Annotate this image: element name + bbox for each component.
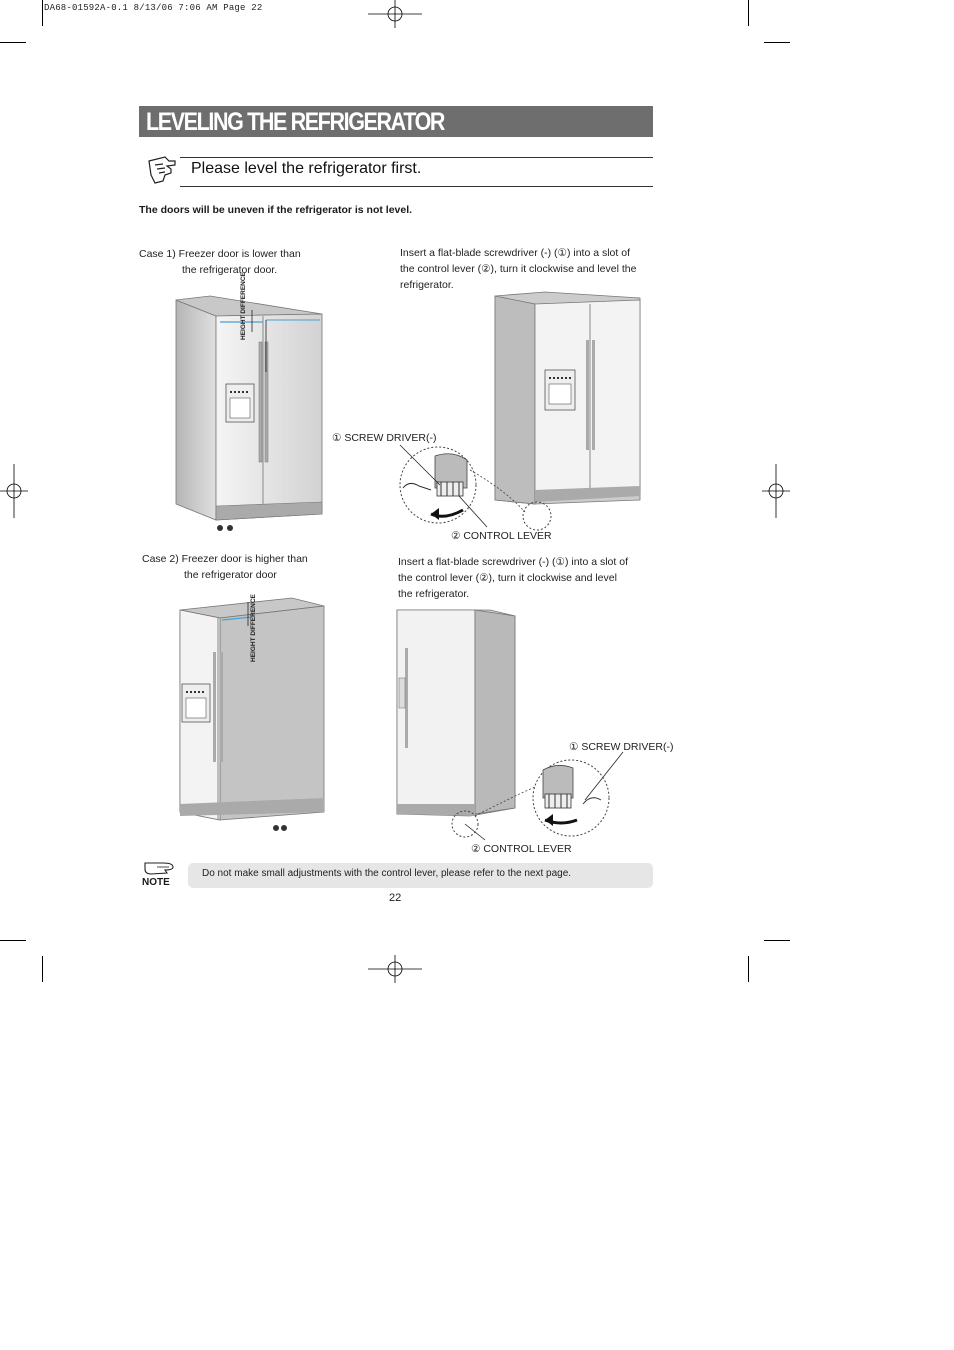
- fridge-illustration-case1: [170, 292, 330, 532]
- control-lever-label-case2: ② CONTROL LEVER: [471, 843, 572, 855]
- tip-rule-top: [180, 157, 653, 158]
- hand-pointer-icon: [145, 155, 179, 185]
- page-title: LEVELING THE REFRIGERATOR: [146, 108, 445, 136]
- control-lever-label-case1: ② CONTROL LEVER: [451, 530, 552, 542]
- tip-rule-bottom: [180, 186, 653, 187]
- height-difference-label-case2: HEIGHT DIFFERENCE: [250, 594, 257, 662]
- case2-caption: Case 2) Freezer door is higher than the refrigerator door: [142, 553, 308, 581]
- tip-text: Please level the refrigerator first.: [191, 160, 422, 177]
- printer-slug: DA68-01592A-0.1 8/13/06 7:06 AM Page 22: [44, 3, 263, 13]
- fridge-adjust-illustration-case1: [395, 290, 645, 535]
- page-number: 22: [389, 892, 402, 904]
- note-label: NOTE: [142, 877, 170, 888]
- fridge-adjust-illustration-case2: [395, 608, 645, 853]
- case1-caption: Case 1) Freezer door is lower than the refrigerator door.: [139, 248, 301, 276]
- height-difference-label-case1: HEIGHT DIFFERENCE: [240, 272, 247, 340]
- note-text: Do not make small adjustments with the control lever, please refer to the next page.: [202, 868, 572, 879]
- case1-instructions: Insert a flat-blade screwdriver (-) (①) into a slot of the control lever (②), turn it clockwise and level the refrigerator.: [400, 247, 637, 291]
- warning-text: The doors will be uneven if the refrigerator is not level.: [139, 204, 413, 216]
- case2-instructions: Insert a flat-blade screwdriver (-) (①) into a slot of the control lever (②), turn it clockwise and level the refrigerator.: [398, 556, 628, 600]
- note-hand-icon: [143, 859, 177, 877]
- screwdriver-label-case2: ① SCREW DRIVER(-): [569, 741, 674, 753]
- screwdriver-label-case1: ① SCREW DRIVER(-): [332, 432, 437, 444]
